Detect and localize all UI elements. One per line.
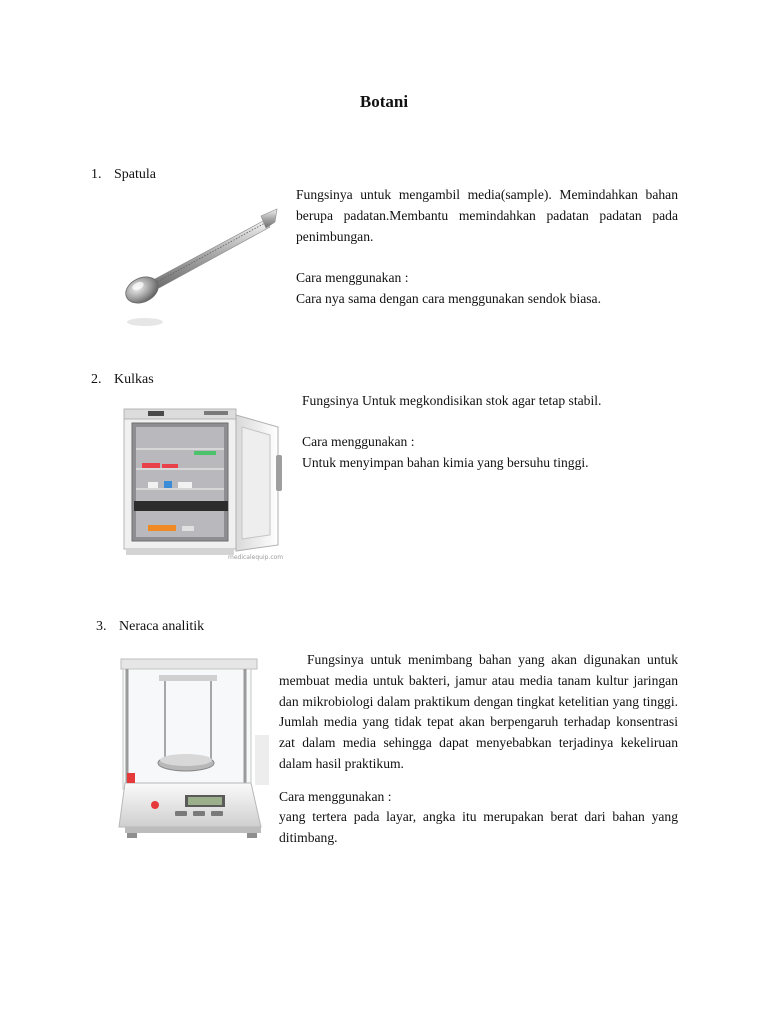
watermark-text: medicalequip.com	[228, 554, 284, 561]
kulkas-function-text: Fungsinya Untuk megkondisikan stok agar tetap stabil.	[302, 393, 602, 408]
spatula-function-text: Fungsinya untuk mengambil media(sample). Memindahkan bahan berupa padatan.Membantu memindahkan padatan padatan pada penimbungan.	[296, 187, 678, 244]
item-name: Spatula	[114, 167, 156, 182]
spatula-usage-text: Cara nya sama dengan cara menggunakan sendok biasa.	[296, 291, 601, 306]
item-number: 3.	[96, 619, 107, 634]
neraca-function-text: Fungsinya untuk menimbang bahan yang akan digunakan untuk membuat media untuk bakteri, jamur atau media tanam kultur jaringan dan mikrobiologi dalam praktikum dengan tingkat ketelitian yang tinggi. Jumlah media yang tidak tepat akan berpengaruh terhadap konsentrasi zat dalam media sehingga dapat menyebabkan terjadinya kekeliruan dalam hasil praktikum.	[279, 652, 678, 771]
analytical-balance-image	[115, 655, 270, 850]
item-heading-spatula	[91, 167, 156, 183]
kulkas-usage-label: Cara menggunakan :	[302, 434, 415, 449]
spatula-usage-label: Cara menggunakan :	[296, 270, 409, 285]
spatula-image	[115, 200, 280, 335]
item-heading-neraca-analitik	[96, 619, 204, 635]
item-heading-kulkas	[91, 372, 154, 388]
item-name: Kulkas	[114, 372, 154, 387]
kulkas-usage-text: Untuk menyimpan bahan kimia yang bersuhu tinggi.	[302, 455, 589, 470]
item-name: Neraca analitik	[119, 619, 205, 634]
item-number: 2.	[91, 372, 102, 387]
neraca-usage-text: yang tertera pada layar, angka itu merupakan berat dari bahan yang ditimbang.	[279, 809, 678, 845]
refrigerator-image	[118, 405, 288, 565]
neraca-usage-label: Cara menggunakan :	[279, 789, 392, 804]
item-number: 1.	[91, 167, 102, 182]
page-title: Botani	[359, 92, 409, 111]
